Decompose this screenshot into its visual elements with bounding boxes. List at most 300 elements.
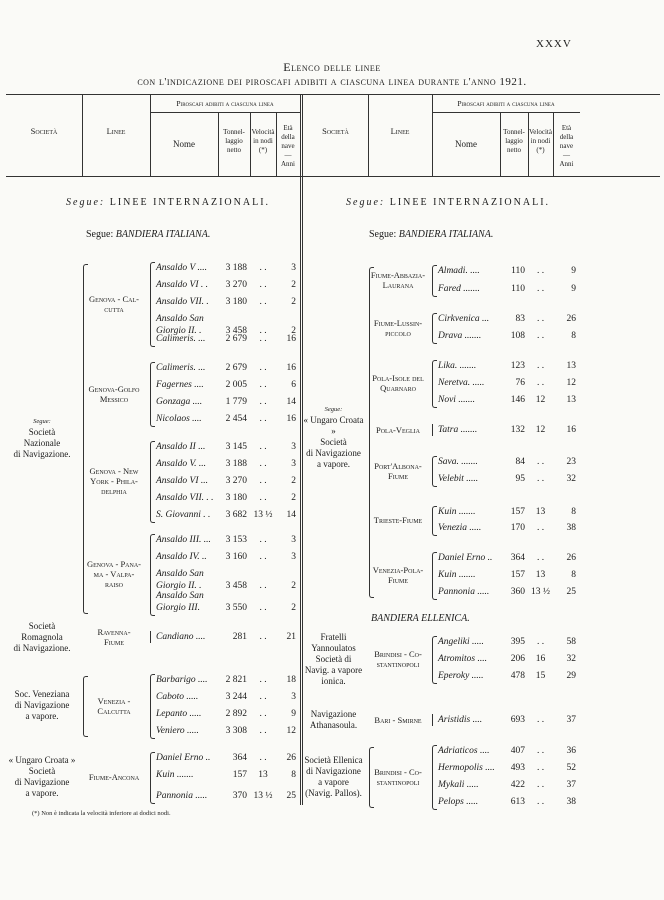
ship-name: Pelops ..... xyxy=(438,797,479,807)
header-eta xyxy=(553,124,580,169)
line-label xyxy=(82,696,146,716)
ship-row xyxy=(438,745,580,757)
ship-velocita: . . xyxy=(259,263,267,273)
company-name-line: Athanasoula. xyxy=(309,720,358,730)
ship-row xyxy=(156,509,300,521)
ship-eta: 8 xyxy=(291,770,296,780)
ship-row xyxy=(156,296,300,308)
ship-name: Ansaldo VI ... xyxy=(156,476,208,486)
ship-row xyxy=(156,790,300,802)
line-label-text: Venezia - xyxy=(97,695,131,706)
ship-name: Venezia ..... xyxy=(438,523,482,533)
ship-row xyxy=(156,279,300,291)
ship-row xyxy=(438,636,580,648)
ship-name: Daniel Erno .. xyxy=(156,753,211,763)
ship-velocita: . . xyxy=(259,692,267,702)
ship-eta: 18 xyxy=(286,675,296,685)
header-tonnellaggio_netto xyxy=(218,128,250,155)
ship-brace xyxy=(150,262,155,347)
ship-brace xyxy=(432,745,437,810)
header-top-rule xyxy=(6,94,660,95)
ship-velocita: . . xyxy=(259,334,267,344)
segue-linee xyxy=(66,197,270,208)
ship-bar xyxy=(150,631,151,643)
ship-tonnellaggio: 3 180 xyxy=(225,493,247,503)
ship-row xyxy=(156,631,300,643)
header-vline xyxy=(368,95,369,176)
company-name-line: di Navigazione xyxy=(14,700,70,710)
ship-name: Atromitos .... xyxy=(438,654,487,664)
company-name xyxy=(303,404,364,470)
line-label xyxy=(368,318,428,338)
line-label-text: ma - Valpa- xyxy=(93,569,135,579)
ship-eta: 58 xyxy=(566,637,576,647)
ship-velocita: . . xyxy=(536,797,545,807)
ship-tonnellaggio: 3 270 xyxy=(225,280,247,290)
line-label xyxy=(82,294,146,314)
company-name xyxy=(303,709,364,731)
ship-eta: 13 xyxy=(566,395,576,405)
ship-eta: 8 xyxy=(571,507,576,517)
line-label-text: delphia xyxy=(101,486,127,496)
ship-velocita: . . xyxy=(259,675,267,685)
header-velocita-line: in nodi xyxy=(253,137,273,145)
line-label xyxy=(368,649,428,669)
segue-bandiera xyxy=(369,229,493,240)
ship-name: Pannonia ..... xyxy=(438,587,490,597)
ship-tonnellaggio: 2 005 xyxy=(225,380,247,390)
ship-eta: 16 xyxy=(286,363,296,373)
ship-name: Kuin ....... xyxy=(156,770,194,780)
ship-name: Drava ....... xyxy=(438,331,482,341)
ship-tonnellaggio: 132 xyxy=(510,425,525,435)
ship-tonnellaggio: 478 xyxy=(510,671,525,681)
line-label xyxy=(368,715,428,725)
ship-velocita: . . xyxy=(536,266,545,276)
ship-velocita: . . xyxy=(536,637,545,647)
header-eta-line: della xyxy=(281,133,295,141)
line-label xyxy=(368,515,428,525)
header-societa: Società xyxy=(30,126,58,136)
ship-name: Sava. ....... xyxy=(438,457,478,467)
header-societa: Società xyxy=(322,126,349,136)
header-eta-line: Età xyxy=(561,124,572,132)
ship-tonnellaggio: 95 xyxy=(515,474,525,484)
segue-linee xyxy=(346,197,550,208)
company-name-line: Società xyxy=(28,620,56,631)
ship-row xyxy=(438,552,580,564)
company-name-line: di Navigazione xyxy=(306,448,361,458)
line-label-text: Venezia-Pola- xyxy=(372,565,424,575)
ship-name: Lepanto ..... xyxy=(156,709,202,719)
ship-row xyxy=(438,424,580,436)
company-name-line: Società Ellenica xyxy=(304,754,363,765)
segue-label: Segue: xyxy=(86,229,116,240)
line-label-text: Fiume xyxy=(387,470,409,481)
ship-tonnellaggio: 170 xyxy=(510,523,525,533)
company-name-line: Navig. a vapore xyxy=(304,664,363,675)
ship-name: Cirkvenica ... xyxy=(438,314,490,324)
ship-velocita: . . xyxy=(536,284,545,294)
ship-tonnellaggio: 3 270 xyxy=(225,476,247,486)
company-name-line: Segue: xyxy=(324,406,343,413)
ship-row xyxy=(156,674,300,686)
line-label-text: stantinopoli xyxy=(376,659,420,669)
line-label xyxy=(368,270,428,290)
company-name-line: Società di xyxy=(315,653,352,664)
header-velocita-line: Velocità xyxy=(251,128,275,136)
company-brace xyxy=(83,264,88,614)
ship-row xyxy=(156,413,300,425)
line-label-text: Port'Albona- xyxy=(374,460,422,471)
company-name-line: Società xyxy=(28,427,56,437)
line-label-text: Pola-Isole del xyxy=(372,373,424,383)
ship-row xyxy=(438,522,580,534)
header-subrule xyxy=(432,112,580,113)
ship-velocita: . . xyxy=(536,523,545,533)
company-brace xyxy=(369,747,374,808)
ship-eta: 13 xyxy=(566,361,576,371)
company-name-line: a vapore. xyxy=(317,459,350,469)
bandiera-text: BANDIERA ITALIANA. xyxy=(398,229,494,240)
line-label-text: Fiume-Abbazia- xyxy=(370,270,426,280)
company-name xyxy=(6,416,78,460)
ship-row xyxy=(438,456,580,468)
line-label-text: Genova - Cal- xyxy=(89,293,139,304)
ship-tonnellaggio: 693 xyxy=(510,715,525,725)
ship-tonnellaggio: 110 xyxy=(511,266,525,276)
segue-bandiera xyxy=(86,229,210,240)
ship-eta: 23 xyxy=(566,457,576,467)
company-name xyxy=(303,632,364,687)
ship-tonnellaggio: 3 550 xyxy=(225,603,247,613)
ship-name: Kuin ....... xyxy=(438,570,476,580)
header-eta-line: nave xyxy=(281,142,295,150)
line-label-text: stantinopoli xyxy=(376,776,420,787)
line-label-text: Fiume-Lussin- xyxy=(373,317,423,328)
ship-eta: 2 xyxy=(291,326,296,336)
line-label-text: Ravenna- xyxy=(97,627,131,637)
ship-eta: 2 xyxy=(291,297,296,307)
ship-velocita: . . xyxy=(259,442,267,452)
ship-eta: 9 xyxy=(291,709,296,719)
center-divider xyxy=(300,95,301,805)
ship-brace xyxy=(150,674,155,739)
company-name-line: a vapore. xyxy=(25,711,59,721)
header-eta-line: — xyxy=(284,151,292,159)
header-velocita-line: Velocità xyxy=(529,128,552,136)
ship-row xyxy=(438,394,580,406)
ship-tonnellaggio: 84 xyxy=(515,457,525,467)
ship-row xyxy=(156,708,300,720)
ship-name: Ansaldo V. ... xyxy=(156,459,206,469)
company-name-line: Navigazione xyxy=(310,709,357,719)
ship-velocita: . . xyxy=(259,476,267,486)
ship-name: Eperoky ..... xyxy=(438,671,484,681)
line-label-text: Pola-Veglia xyxy=(375,425,421,435)
ship-tonnellaggio: 3 458 xyxy=(225,326,247,336)
ship-tonnellaggio: 3 244 xyxy=(225,692,247,702)
header-eta xyxy=(276,124,300,169)
ship-eta: 21 xyxy=(286,632,296,642)
ship-velocita: 13 xyxy=(258,770,268,780)
ship-tonnellaggio: 3 145 xyxy=(225,442,247,452)
line-label xyxy=(368,425,428,435)
ship-velocita: 16 xyxy=(535,654,546,664)
header-vline xyxy=(82,95,83,176)
line-label xyxy=(368,461,428,481)
ship-eta: 2 xyxy=(291,493,296,503)
ship-name: Candiano .... xyxy=(156,632,206,642)
footnote: (*) Non è indicata la velocità inferiore ai dodici nodi. xyxy=(32,810,171,817)
ship-tonnellaggio: 364 xyxy=(510,553,525,563)
ship-row xyxy=(156,379,300,391)
ship-name: Almadi. .... xyxy=(438,266,480,276)
ship-name: Velebit ..... xyxy=(438,474,479,484)
company-brace xyxy=(83,676,88,737)
company-name-line: (Navig. Pallos). xyxy=(305,787,362,798)
ship-eta: 16 xyxy=(566,425,576,435)
ship-tonnellaggio: 395 xyxy=(510,637,525,647)
line-label xyxy=(368,373,428,393)
ship-row xyxy=(438,506,580,518)
ship-velocita: . . xyxy=(536,378,545,388)
ship-tonnellaggio: 493 xyxy=(510,763,525,773)
ship-tonnellaggio: 157 xyxy=(510,507,525,517)
ship-velocita: 13 ½ xyxy=(531,587,550,597)
ship-brace xyxy=(432,360,437,408)
ship-tonnellaggio: 108 xyxy=(510,331,525,341)
company-name-line: « Ungaro Croata » xyxy=(303,415,364,436)
ship-velocita: . . xyxy=(259,297,267,307)
ship-name: Hermopolis .... xyxy=(438,763,495,773)
ship-name: S. Giovanni . . xyxy=(156,510,211,520)
ship-row xyxy=(156,551,300,563)
ship-row xyxy=(156,333,300,345)
ship-tonnellaggio: 407 xyxy=(510,746,525,756)
ship-eta: 16 xyxy=(286,414,296,424)
ship-name: Novi ....... xyxy=(438,395,475,405)
header-eta-line: Età xyxy=(283,124,293,132)
ship-tonnellaggio: 364 xyxy=(232,753,247,763)
company-name xyxy=(303,755,364,799)
ship-name: Ansaldo San Giorgio II. . xyxy=(156,314,204,336)
company-name-line: ionica. xyxy=(321,675,346,686)
ship-velocita: . . xyxy=(259,709,267,719)
ship-name: Adriaticos .... xyxy=(438,746,490,756)
ship-name: Barbarigo .... xyxy=(156,675,208,685)
header-tonnellaggio_netto-line: laggio xyxy=(505,137,523,145)
ship-tonnellaggio: 3 308 xyxy=(225,726,247,736)
line-label-text: Fiume xyxy=(103,637,125,647)
segue-label: Segue: xyxy=(346,197,390,208)
line-label-text: cutta xyxy=(104,303,124,314)
ship-eta: 12 xyxy=(286,726,296,736)
ship-velocita: 13 xyxy=(535,507,546,517)
ship-eta: 52 xyxy=(566,763,576,773)
line-label-text: Bari - Smirne xyxy=(374,715,422,725)
header-tonnellaggio_netto xyxy=(500,128,528,155)
ship-row xyxy=(438,330,580,342)
ship-tonnellaggio: 157 xyxy=(232,770,247,780)
header-eta-line: Anni xyxy=(281,160,295,168)
header-nome: Nome xyxy=(455,139,477,149)
header-tonnellaggio_netto-line: netto xyxy=(507,146,521,154)
ship-row xyxy=(156,262,300,274)
ship-row xyxy=(156,590,300,614)
header-eta-line: Anni xyxy=(559,160,574,168)
header-subrule xyxy=(150,112,300,113)
ship-eta: 3 xyxy=(291,552,296,562)
segue-linee-text: LINEE INTERNAZIONALI. xyxy=(389,197,551,208)
ship-tonnellaggio: 2 892 xyxy=(225,709,247,719)
ship-brace xyxy=(150,441,155,523)
header-tonnellaggio_netto-line: netto xyxy=(227,146,241,154)
ship-row xyxy=(156,458,300,470)
ship-velocita: . . xyxy=(259,726,267,736)
ship-velocita: . . xyxy=(259,326,267,336)
company-name-line: Società xyxy=(320,437,347,447)
bandiera-text: BANDIERA ITALIANA. xyxy=(115,229,211,240)
ship-name: Ansaldo San Giorgio III. xyxy=(156,591,204,613)
ship-tonnellaggio: 206 xyxy=(510,654,525,664)
ship-name: Lika. ....... xyxy=(438,361,477,371)
company-name xyxy=(6,689,78,722)
line-label xyxy=(82,559,146,589)
header-eta-line: della xyxy=(559,133,574,141)
ship-eta: 2 xyxy=(291,603,296,613)
header-linee: Linee xyxy=(106,126,126,136)
ship-name: Aristidis .... xyxy=(438,715,483,725)
ship-velocita: . . xyxy=(536,474,545,484)
ship-velocita: . . xyxy=(259,363,267,373)
ship-tonnellaggio: 1 779 xyxy=(225,397,247,407)
ship-row xyxy=(156,396,300,408)
ship-tonnellaggio: 123 xyxy=(510,361,525,371)
ship-eta: 14 xyxy=(286,397,296,407)
ship-row xyxy=(156,441,300,453)
company-name-line: « Ungaro Croata » xyxy=(8,755,76,765)
ship-tonnellaggio: 3 682 xyxy=(225,510,247,520)
segue-label: Segue: xyxy=(369,229,399,240)
ship-eta: 2 xyxy=(291,476,296,486)
line-label-text: Brindisi - Co- xyxy=(374,766,422,777)
header-tonnellaggio_netto-line: Tonnel- xyxy=(223,128,245,136)
ship-name: Angeliki ..... xyxy=(438,637,484,647)
company-name-line: a vapore xyxy=(318,776,349,787)
ship-eta: 26 xyxy=(566,553,576,563)
company-brace xyxy=(369,267,374,598)
line-label-text: Trieste-Fiume xyxy=(373,515,423,525)
ship-row xyxy=(438,670,580,682)
ship-eta: 3 xyxy=(291,692,296,702)
ship-name: Ansaldo III. ... xyxy=(156,535,211,545)
ship-velocita: 13 xyxy=(535,570,546,580)
line-label-text: raiso xyxy=(104,579,123,589)
header-velocita-line: in nodi xyxy=(530,137,551,145)
ship-velocita: . . xyxy=(259,280,267,290)
ship-brace xyxy=(432,313,437,344)
ship-eta: 38 xyxy=(566,523,576,533)
ship-name: Nicolaos .... xyxy=(156,414,202,424)
ship-brace xyxy=(150,362,155,427)
ship-velocita: 13 ½ xyxy=(253,791,273,801)
ship-row xyxy=(438,283,580,295)
company-name-line: Fratelli xyxy=(320,631,347,642)
ship-velocita: . . xyxy=(259,535,267,545)
company-name xyxy=(6,621,78,654)
ship-eta: 2 xyxy=(291,581,296,591)
ship-velocita: . . xyxy=(259,459,267,469)
ship-eta: 3 xyxy=(291,535,296,545)
company-name-line: Yannoulatos xyxy=(311,642,356,653)
ship-velocita: . . xyxy=(536,457,545,467)
ship-row xyxy=(156,492,300,504)
ship-tonnellaggio: 146 xyxy=(510,395,525,405)
line-label-text: Calcutta xyxy=(97,705,131,716)
ship-velocita: . . xyxy=(536,361,545,371)
ship-brace xyxy=(432,265,437,297)
ship-tonnellaggio: 422 xyxy=(510,780,525,790)
company-name-line: di Navigazione. xyxy=(13,449,71,459)
ship-name: Ansaldo VI . . xyxy=(156,280,208,290)
bandiera-ellenica: BANDIERA ELLENICA. xyxy=(371,613,470,624)
ship-tonnellaggio: 76 xyxy=(515,378,525,388)
header-eta-line: — xyxy=(563,151,570,159)
ship-tonnellaggio: 360 xyxy=(510,587,525,597)
ship-name: Kuin ....... xyxy=(438,507,476,517)
ship-eta: 37 xyxy=(566,780,576,790)
ship-velocita: . . xyxy=(536,715,545,725)
page-title: Elenco delle linee xyxy=(283,60,381,74)
company-name-line: a vapore. xyxy=(25,788,59,798)
ship-velocita: 12 xyxy=(535,395,546,405)
ship-row xyxy=(438,653,580,665)
company-name-line: Romagnola xyxy=(21,631,63,642)
ship-velocita: . . xyxy=(536,746,545,756)
ship-eta: 26 xyxy=(566,314,576,324)
ship-eta: 14 xyxy=(286,510,296,520)
line-label-text: Genova-Golfo xyxy=(88,383,140,394)
ship-tonnellaggio: 3 188 xyxy=(225,459,247,469)
ship-row xyxy=(438,586,580,598)
line-label xyxy=(368,767,428,787)
ship-name: Ansaldo VII. . xyxy=(156,297,209,307)
ship-name: Ansaldo II ... xyxy=(156,442,206,452)
company-name-line: Nazionale xyxy=(23,438,61,448)
line-label-text: Genova - New xyxy=(89,466,139,476)
ship-eta: 32 xyxy=(566,474,576,484)
ship-eta: 25 xyxy=(286,791,296,801)
line-label xyxy=(368,565,428,585)
ship-bar xyxy=(432,714,433,726)
ship-velocita: . . xyxy=(259,632,267,642)
ship-name: Calimeris. ... xyxy=(156,363,206,373)
ship-velocita: . . xyxy=(536,314,545,324)
ship-tonnellaggio: 2 679 xyxy=(225,334,247,344)
line-label-text: Brindisi - Co- xyxy=(374,649,422,659)
ship-row xyxy=(156,534,300,546)
ship-row xyxy=(156,362,300,374)
ship-tonnellaggio: 2 679 xyxy=(225,363,247,373)
ship-tonnellaggio: 281 xyxy=(232,632,247,642)
line-label-text: Messico xyxy=(99,393,129,404)
ship-velocita: . . xyxy=(536,331,545,341)
company-name-line: Soc. Veneziana xyxy=(14,689,70,699)
ship-row xyxy=(156,725,300,737)
line-label xyxy=(82,384,146,404)
header-piroscafi: Piroscafi adibiti a ciascuna linea xyxy=(457,99,555,108)
